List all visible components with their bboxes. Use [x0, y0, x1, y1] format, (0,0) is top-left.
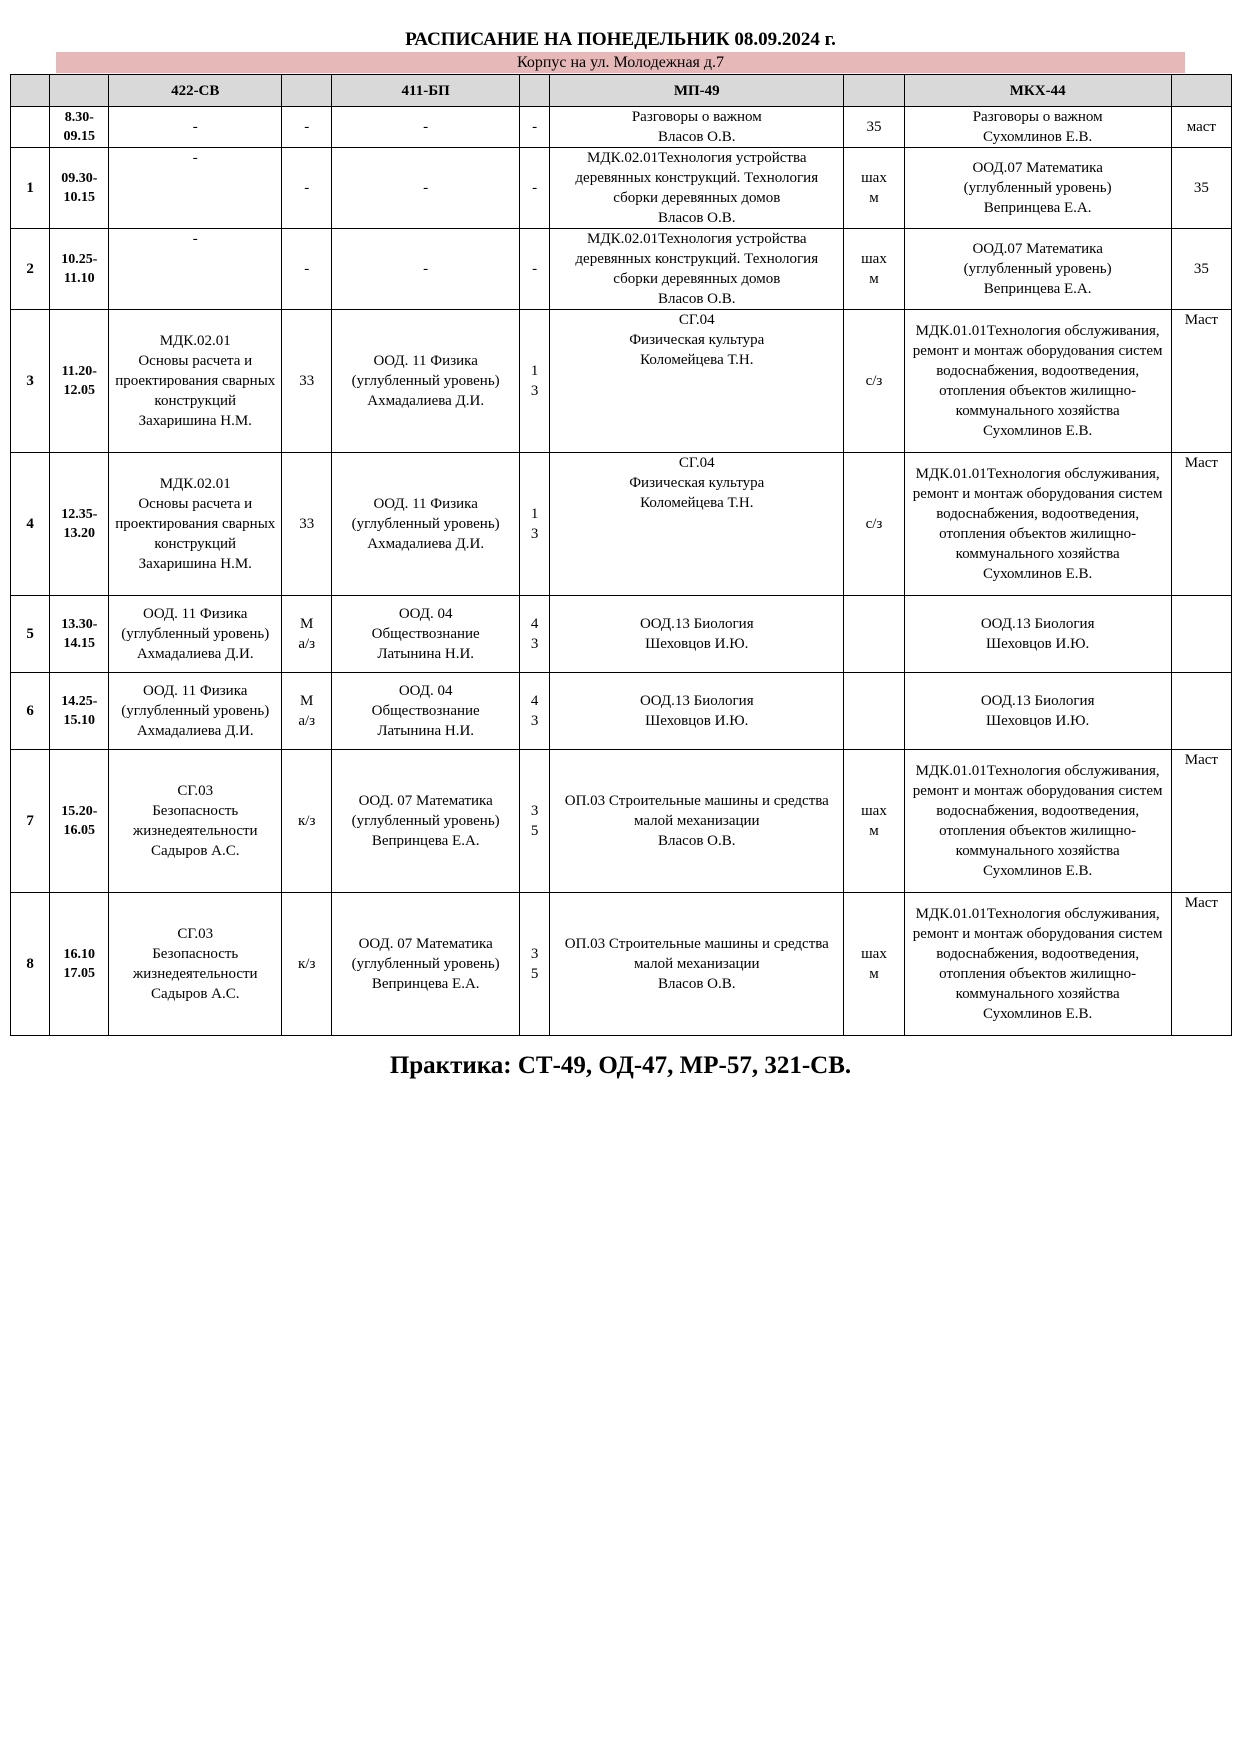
room-cell: маст [1171, 107, 1231, 148]
lesson-cell: Разговоры о важном Власов О.В. [550, 107, 844, 148]
schedule-row [11, 107, 1232, 148]
room-cell: Маст [1171, 893, 1231, 1036]
room-cell: 3 5 [520, 750, 550, 893]
lesson-time: 14.25- 15.10 [50, 673, 109, 750]
building-subtitle: Корпус на ул. Молодежная д.7 [56, 52, 1185, 73]
header-room-cell [844, 75, 904, 107]
lesson-cell: ООД. 04 Обществознание Латынина Н.И. [332, 673, 520, 750]
schedule-row [11, 596, 1232, 673]
schedule-body [11, 107, 1232, 1036]
room-cell: - [282, 107, 332, 148]
header-num-cell [11, 75, 50, 107]
lesson-cell: МДК.01.01Технология обслуживания, ремонт и монтаж оборудования систем водоснабжения, водоотведения, отопления объектов жилищно-коммунального хозяйства Сухомлинов Е.В. [904, 893, 1171, 1036]
lesson-cell: СГ.03 Безопасность жизнедеятельности Садыров А.С. [109, 893, 282, 1036]
lesson-cell: ООД.13 Биология Шеховцов И.Ю. [904, 596, 1171, 673]
lesson-time: 13.30- 14.15 [50, 596, 109, 673]
lesson-cell: - [332, 148, 520, 229]
lesson-cell: - [332, 107, 520, 148]
header-time-cell [50, 75, 109, 107]
lesson-number: 6 [11, 673, 50, 750]
lesson-cell: МДК.01.01Технология обслуживания, ремонт и монтаж оборудования систем водоснабжения, водоотведения, отопления объектов жилищно-коммунального хозяйства Сухомлинов Е.В. [904, 453, 1171, 596]
lesson-cell: ООД.07 Математика (углубленный уровень) Вепринцева Е.А. [904, 148, 1171, 229]
room-cell: М а/з [282, 673, 332, 750]
lesson-number: 1 [11, 148, 50, 229]
room-cell: 35 [844, 107, 904, 148]
room-cell: шах м [844, 229, 904, 310]
lesson-number: 2 [11, 229, 50, 310]
room-cell: шах м [844, 893, 904, 1036]
room-cell: 4 3 [520, 596, 550, 673]
lesson-cell: - [109, 229, 282, 310]
lesson-cell: ООД. 07 Математика (углубленный уровень) Вепринцева Е.А. [332, 750, 520, 893]
room-cell: 3 5 [520, 893, 550, 1036]
lesson-cell: ООД.13 Биология Шеховцов И.Ю. [550, 596, 844, 673]
room-cell: 33 [282, 310, 332, 453]
room-cell: 4 3 [520, 673, 550, 750]
header-row [11, 75, 1232, 107]
practice-note: Практика: СТ-49, ОД-47, МР-57, 321-СВ. [389, 1052, 852, 1079]
schedule-row [11, 453, 1232, 596]
header-room-cell [1171, 75, 1231, 107]
room-cell [1171, 596, 1231, 673]
lesson-time: 8.30- 09.15 [50, 107, 109, 148]
lesson-cell: МДК.02.01Технология устройства деревянных конструкций. Технология сборки деревянных домов Власов О.В. [550, 229, 844, 310]
lesson-number: 7 [11, 750, 50, 893]
lesson-number: 5 [11, 596, 50, 673]
header-room-cell [282, 75, 332, 107]
lesson-cell: Разговоры о важном Сухомлинов Е.В. [904, 107, 1171, 148]
lesson-cell: ООД. 11 Физика (углубленный уровень) Ахмадалиева Д.И. [332, 310, 520, 453]
lesson-cell: ОП.03 Строительные машины и средства малой механизации Власов О.В. [550, 893, 844, 1036]
lesson-cell: ООД. 11 Физика (углубленный уровень) Ахмадалиева Д.И. [332, 453, 520, 596]
room-cell: 33 [282, 453, 332, 596]
lesson-cell: МДК.02.01 Основы расчета и проектирования сварных конструкций Захаришина Н.М. [109, 453, 282, 596]
room-cell: Маст [1171, 310, 1231, 453]
room-cell: - [520, 229, 550, 310]
lesson-time: 10.25- 11.10 [50, 229, 109, 310]
lesson-cell: - [109, 107, 282, 148]
lesson-cell: ООД.07 Математика (углубленный уровень) Вепринцева Е.А. [904, 229, 1171, 310]
header-room-cell [520, 75, 550, 107]
room-cell: Маст [1171, 750, 1231, 893]
room-cell: 35 [1171, 229, 1231, 310]
group-header: 422-СВ [109, 75, 282, 107]
lesson-cell: ООД. 11 Физика (углубленный уровень) Ахмадалиева Д.И. [109, 596, 282, 673]
lesson-cell: ООД. 07 Математика (углубленный уровень) Вепринцева Е.А. [332, 893, 520, 1036]
schedule-table [10, 74, 1232, 1036]
schedule-row [11, 893, 1232, 1036]
lesson-number: 8 [11, 893, 50, 1036]
lesson-cell: ООД. 11 Физика (углубленный уровень) Ахмадалиева Д.И. [109, 673, 282, 750]
group-header: 411-БП [332, 75, 520, 107]
page-title: РАСПИСАНИЕ НА ПОНЕДЕЛЬНИК 08.09.2024 г. [405, 29, 836, 50]
room-cell: 35 [1171, 148, 1231, 229]
room-cell [1171, 673, 1231, 750]
lesson-cell: ООД.13 Биология Шеховцов И.Ю. [550, 673, 844, 750]
lesson-cell: - [332, 229, 520, 310]
room-cell [844, 596, 904, 673]
lesson-time: 15.20- 16.05 [50, 750, 109, 893]
room-cell: - [520, 107, 550, 148]
room-cell: М а/з [282, 596, 332, 673]
room-cell: Маст [1171, 453, 1231, 596]
lesson-time: 16.10 17.05 [50, 893, 109, 1036]
lesson-number [11, 107, 50, 148]
lesson-number: 3 [11, 310, 50, 453]
schedule-row [11, 310, 1232, 453]
room-cell: с/з [844, 310, 904, 453]
lesson-cell: МДК.02.01 Основы расчета и проектирования сварных конструкций Захаришина Н.М. [109, 310, 282, 453]
room-cell: - [520, 148, 550, 229]
room-cell: 1 3 [520, 453, 550, 596]
lesson-number: 4 [11, 453, 50, 596]
room-cell: к/з [282, 893, 332, 1036]
lesson-cell: - [109, 148, 282, 229]
room-cell [844, 673, 904, 750]
lesson-time: 11.20- 12.05 [50, 310, 109, 453]
group-header: МП-49 [550, 75, 844, 107]
lesson-time: 09.30- 10.15 [50, 148, 109, 229]
schedule-row [11, 148, 1232, 229]
lesson-cell: ОП.03 Строительные машины и средства малой механизации Власов О.В. [550, 750, 844, 893]
schedule-row [11, 750, 1232, 893]
lesson-cell: ООД.13 Биология Шеховцов И.Ю. [904, 673, 1171, 750]
lesson-time: 12.35- 13.20 [50, 453, 109, 596]
group-header: МКХ-44 [904, 75, 1171, 107]
room-cell: к/з [282, 750, 332, 893]
lesson-cell: ООД. 04 Обществознание Латынина Н.И. [332, 596, 520, 673]
lesson-cell: СГ.04 Физическая культура Коломейцева Т.Н. [550, 310, 844, 453]
room-cell: - [282, 148, 332, 229]
schedule-row [11, 229, 1232, 310]
room-cell: 1 3 [520, 310, 550, 453]
room-cell: с/з [844, 453, 904, 596]
lesson-cell: МДК.02.01Технология устройства деревянных конструкций. Технология сборки деревянных домов Власов О.В. [550, 148, 844, 229]
lesson-cell: МДК.01.01Технология обслуживания, ремонт и монтаж оборудования систем водоснабжения, водоотведения, отопления объектов жилищно-коммунального хозяйства Сухомлинов Е.В. [904, 310, 1171, 453]
lesson-cell: СГ.04 Физическая культура Коломейцева Т.Н. [550, 453, 844, 596]
schedule-row [11, 673, 1232, 750]
room-cell: - [282, 229, 332, 310]
lesson-cell: СГ.03 Безопасность жизнедеятельности Садыров А.С. [109, 750, 282, 893]
room-cell: шах м [844, 148, 904, 229]
lesson-cell: МДК.01.01Технология обслуживания, ремонт и монтаж оборудования систем водоснабжения, водоотведения, отопления объектов жилищно-коммунального хозяйства Сухомлинов Е.В. [904, 750, 1171, 893]
room-cell: шах м [844, 750, 904, 893]
